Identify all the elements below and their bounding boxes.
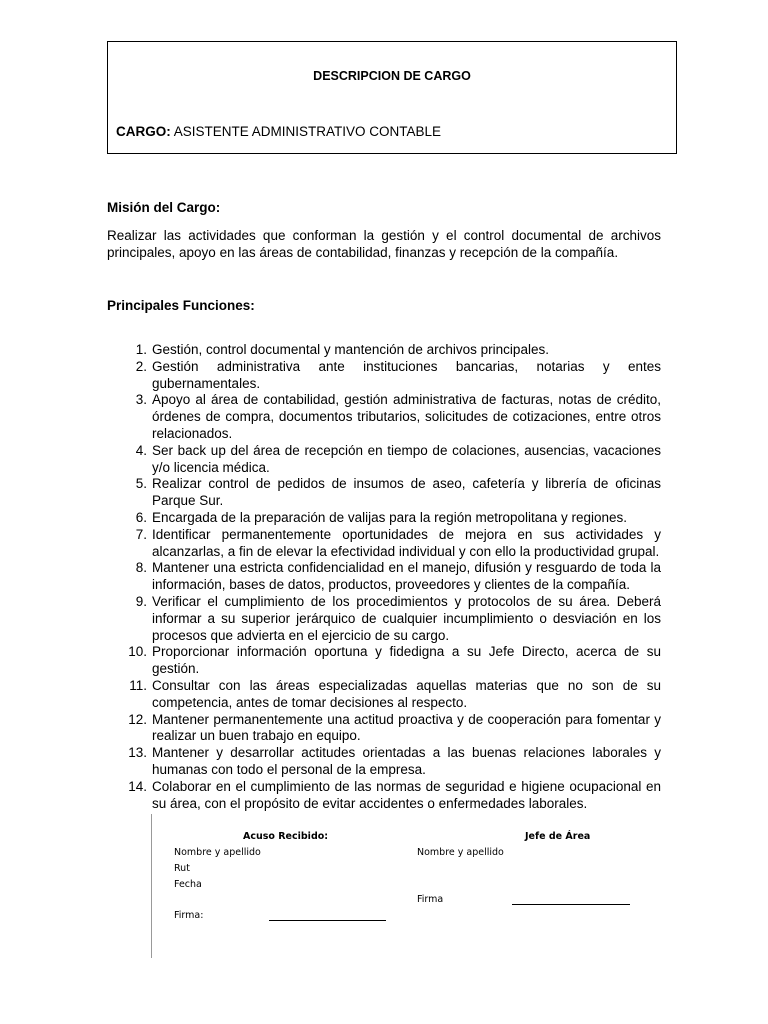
mision-heading: Misión del Cargo:	[107, 200, 221, 215]
function-item: 12. Mantener permanentemente una actitud proactiva y de cooperación para fomentar y realizar un buen trabajo en equipo.	[128, 711, 661, 744]
funciones-heading: Principales Funciones:	[107, 298, 255, 313]
function-item: 5. Realizar control de pedidos de insumos de aseo, cafetería y librería de oficinas Parque Sur.	[135, 476, 661, 509]
mision-text: Realizar las actividades que conforman la gestión y el control documental de archivos principales, apoyo en las áreas de contabilidad, finanzas y recepción de la compañía.	[107, 228, 661, 260]
function-item: 2. Gestión administrativa ante instituciones bancarias, notarias y entes gubernamentales.	[135, 358, 661, 391]
function-item: 3. Apoyo al área de contabilidad, gestión administrativa de facturas, notas de crédito, órdenes de compra, documentos tributarios, solicitudes de cotizaciones, entre otros relacionados.	[135, 392, 661, 441]
function-item: 11. Consultar con las áreas especializadas aquellas materias que no son de su competencia, antes de tomar decisiones al respecto.	[129, 677, 661, 710]
function-item: 8. Mantener una estricta confidencialidad en el manejo, difusión y resguardo de toda la información, bases de datos, productos, proveedores y clientes de la compañía.	[135, 560, 661, 593]
function-item: 7. Identificar permanentemente oportunidades de mejora en sus actividades y alcanzarlas, a fin de elevar la efectividad individual y con ello la productividad grupal.	[135, 526, 661, 559]
functions-list	[107, 342, 661, 812]
cargo-label: CARGO:	[116, 124, 171, 139]
function-item: 14. Colaborar en el cumplimiento de las normas de seguridad e higiene ocupacional en su área, con el propósito de evitar accidentes o enfermedades laborales.	[128, 778, 661, 811]
left-signature-line	[269, 920, 386, 921]
function-item: 10. Proporcionar información oportuna y fidedigna a su Jefe Directo, acerca de su gestión.	[128, 644, 661, 677]
function-item: 6. Encargada de la preparación de valijas para la región metropolitana y regiones.	[135, 509, 628, 525]
right-firma-label: Firma	[417, 894, 444, 905]
document-title: DESCRIPCION DE CARGO	[313, 69, 471, 83]
fecha-label: Fecha	[174, 879, 202, 890]
function-item: 13. Mantener y desarrollar actitudes orientadas a las buenas relaciones laborales y humanas con todo el personal de la empresa.	[128, 745, 661, 777]
acuso-recibido-heading: Acuso Recibido:	[243, 831, 329, 842]
jefe-area-heading: Jefe de Área	[525, 831, 591, 842]
signature-area	[151, 814, 672, 958]
left-nombre-label: Nombre y apellido	[174, 847, 261, 858]
rut-label: Rut	[174, 863, 190, 874]
function-item: 1. Gestión, control documental y mantención de archivos principales.	[135, 342, 549, 357]
cargo-value: ASISTENTE ADMINISTRATIVO CONTABLE	[173, 124, 442, 139]
function-item: 9. Verificar el cumplimiento de los procedimientos y protocolos de su área. Deberá informar a su superior jerárquico de cualquier incumplimiento o desviación en los procesos que advierta en el ejercicio de su cargo.	[135, 593, 661, 643]
header-box	[107, 41, 677, 154]
right-nombre-label: Nombre y apellido	[417, 847, 504, 858]
left-firma-label: Firma:	[174, 910, 204, 921]
right-signature-line	[512, 904, 630, 905]
function-item: 4. Ser back up del área de recepción en tiempo de colaciones, ausencias, vacaciones y/o licencia médica.	[135, 442, 661, 475]
cargo-line	[116, 124, 441, 139]
